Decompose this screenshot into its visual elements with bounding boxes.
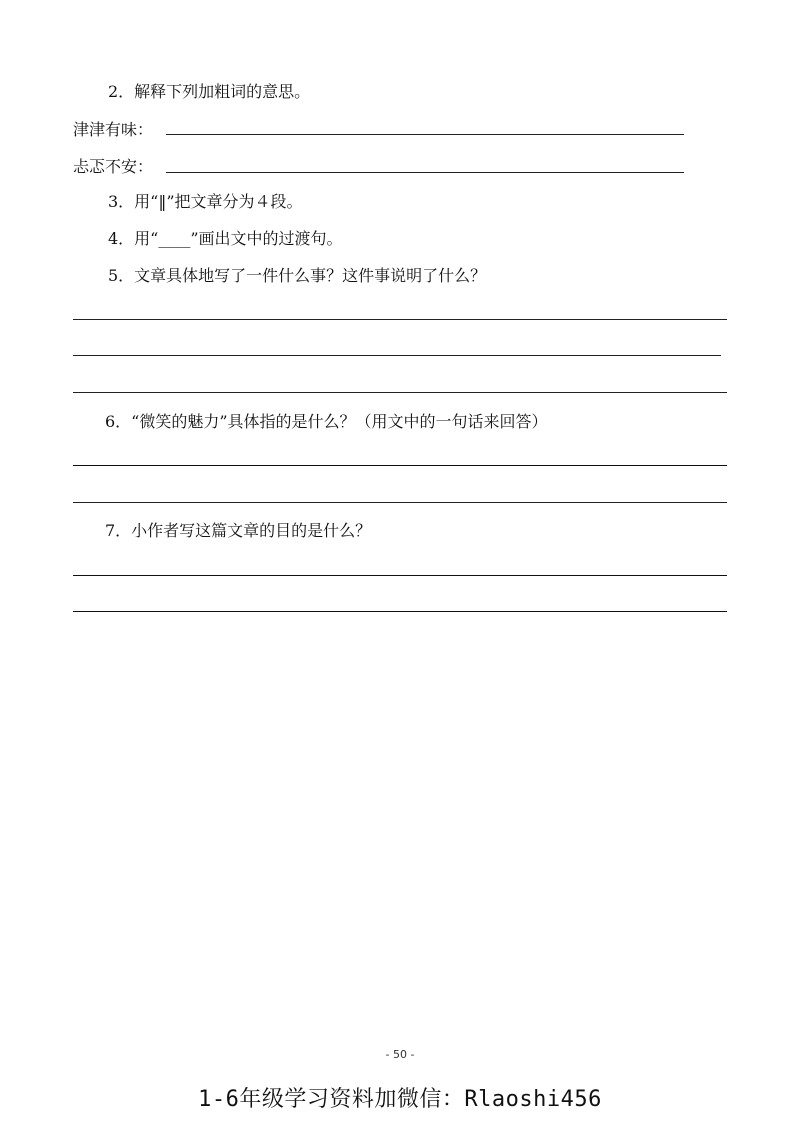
question-3: 3．用“‖”把文章分为４段。 bbox=[108, 192, 303, 211]
question-5: 5．文章具体地写了一件什么事？这件事说明了什么？ bbox=[108, 266, 487, 285]
answer-line-q5-2[interactable] bbox=[73, 355, 721, 356]
word-2-label: 忐忑不安： bbox=[73, 157, 154, 176]
footer-watermark: 1-6年级学习资料加微信：Rlaoshi456 bbox=[198, 1087, 602, 1112]
answer-line-q7-1[interactable] bbox=[73, 575, 727, 576]
word-1-label: 津津有味： bbox=[73, 120, 154, 139]
question-7: 7．小作者写这篇文章的目的是什么？ bbox=[105, 521, 372, 540]
answer-line-q5-1[interactable] bbox=[73, 319, 727, 320]
answer-line-q7-2[interactable] bbox=[73, 611, 727, 612]
answer-line-q6-1[interactable] bbox=[73, 465, 727, 466]
question-6: 6．“微笑的魅力”具体指的是什么？（用文中的一句话来回答） bbox=[105, 412, 548, 431]
answer-line-word-2[interactable] bbox=[166, 172, 684, 173]
answer-line-q6-2[interactable] bbox=[73, 502, 727, 503]
answer-line-word-1[interactable] bbox=[166, 134, 684, 135]
question-2: 2．解释下列加粗词的意思。 bbox=[108, 82, 311, 101]
question-4: 4．用“____”画出文中的过渡句。 bbox=[108, 229, 343, 248]
answer-line-q5-3[interactable] bbox=[73, 392, 727, 393]
page-number: - 50 - bbox=[385, 1048, 415, 1061]
